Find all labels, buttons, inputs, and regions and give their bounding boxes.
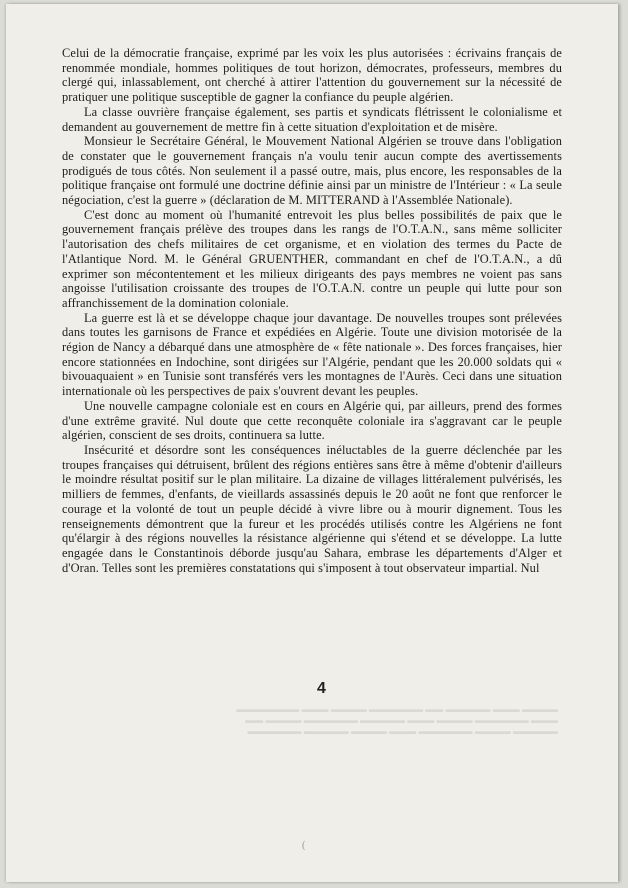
body-text xyxy=(62,46,562,575)
paragraph-6: Une nouvelle campagne coloniale est en cours en Algérie qui, par ailleurs, prend des formes d'une extrême gravité. Nul doute que cette reconquête coloniale ira s'aggravant car le peuple algérien, conscient de ses droits, continuera sa lutte. xyxy=(62,398,562,443)
document-page xyxy=(6,4,618,882)
paragraph-5: La guerre est là et se développe chaque jour davantage. De nouvelles troupes sont prélevées dans toutes les garnisons de France et expédiées en Algérie. Toute une division motorisée de la région de Nancy a débarqué dans une atmosphère de « fête nationale ». Des forces françaises, hier encore stationnées en Indochine, sont dirigées sur l'Algérie, pendant que les 20.000 soldats qui « bivouaquaient » en Tunisie sont transférés vers les montagnes de l'Aurès. Ceci dans une situation internationale où les perspectives de paix s'ouvrent devant les peuples. xyxy=(62,310,562,399)
paragraph-2: La classe ouvrière française également, ses partis et syndicats flétrissent le colonialisme et demandent au gouvernement de mettre fin à cette situation d'exploitation et de misère. xyxy=(62,104,562,134)
paragraph-1: Celui de la démocratie française, exprimé par les voix les plus autorisées : écrivains français de renommée mondiale, hommes politiques de tout horizon, démocrates, professeurs, membres du clergé qui, inlassablement, ont cherché à attirer l'attention du gouvernement sur la nécessité de pratiquer une politique susceptible de gagner la confiance du peuple algérien. xyxy=(62,46,562,105)
paragraph-7: Insécurité et désordre sont les conséquences inéluctables de la guerre déclenchée par les troupes françaises qui détruisent, brûlent des régions entières sans être à même d'obtenir d'ailleurs le moindre résultat positif sur le plan militaire. La dizaine de villages littéralement pulvérisés, les milliers de femmes, d'enfants, de vieillards assassinés depuis le 20 août ne font que renforcer le courage et la volonté de tout un peuple décidé à vivre libre ou à mourir dignement. Tous les renseignements démontrent que la fureur et les procédés utilisés contre les Algériens ne font qu'élargir à des régions nouvelles la résistance algérienne qui s'étend et se développe. La lutte engagée dans le Constantinois déborde jusqu'au Sahara, embrase les départements d'Alger et d'Oran. Telles sont les premières constatations qui s'imposent à tout observateur impartial. Nul xyxy=(62,442,562,575)
paragraph-4: C'est donc au moment où l'humanité entrevoit les plus belles possibilités de paix que le gouvernement français prélève des troupes dans les rangs de l'O.T.A.N., sans même solliciter l'autorisation des chefs militaires de cet organisme, et en violation des termes du Pacte de l'Atlantique Nord. M. le Général GRUENTHER, commandant en chef de l'O.T.A.N., a dû exprimer son mécontentement et les milieux dirigeants des pays membres ne voient pas sans angoisse l'utilisation croissante des troupes de l'O.T.A.N. contre un peuple qui lutte pour son affranchissement de la domination coloniale. xyxy=(62,207,562,310)
paragraph-3: Monsieur le Secrétaire Général, le Mouvement National Algérien se trouve dans l'obligation de constater que le gouvernement français n'a voulu tenir aucun compte des avertissements prodigués de tous côtés. Non seulement il a passé outre, mais, plus encore, les responsables de la politique française ont formulé une doctrine définie ainsi par un ministre de l'Intérieur : « La seule négociation, c'est la guerre » (déclaration de M. MITTERAND à l'Assemblée Nationale). xyxy=(62,134,562,208)
page-number: 4 xyxy=(317,680,326,697)
show-through-texture: ▬▬▬▬ ▬▬▬ ▬▬▬▬▬ ▬▬ ▬▬▬▬▬▬ ▬▬▬▬ ▬▬▬ ▬▬▬▬▬▬▬ ▬▬▬ ▬▬▬▬▬▬ ▬▬▬▬ ▬▬▬ ▬▬▬▬▬ ▬▬▬▬▬▬ ▬▬▬▬ ▬▬ ▬▬▬▬▬ ▬▬▬▬ ▬▬▬▬▬▬ ▬▬▬ ▬▬▬▬ ▬▬▬▬▬ ▬▬▬▬▬▬ xyxy=(236,704,558,736)
margin-mark: ( xyxy=(302,840,306,851)
